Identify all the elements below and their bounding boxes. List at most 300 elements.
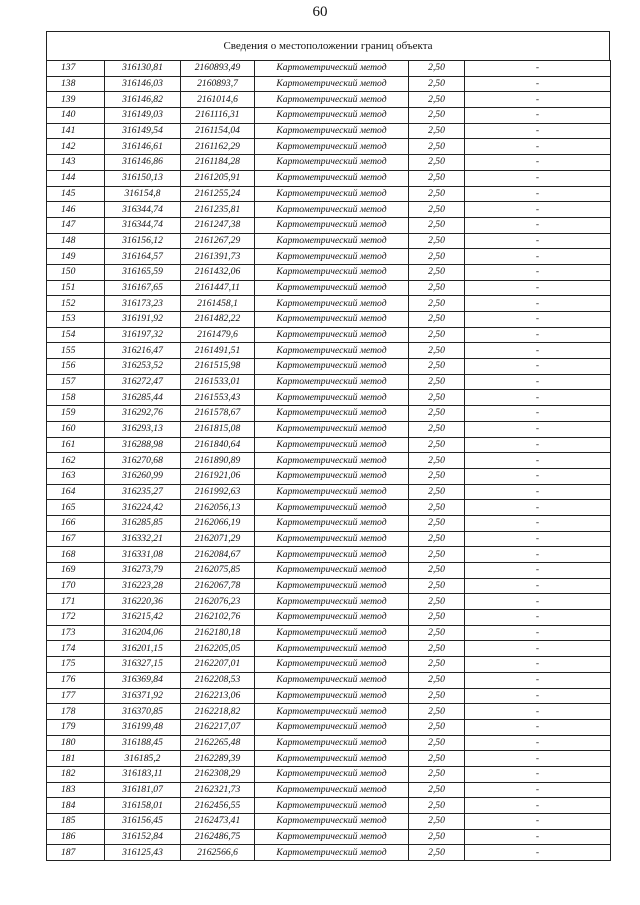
y-coordinate-cell: 2162308,29: [181, 766, 255, 782]
note-cell: -: [465, 814, 611, 830]
point-number-cell: 158: [47, 390, 105, 406]
table-row: [47, 735, 611, 751]
x-coordinate-cell: 316272,47: [105, 374, 181, 390]
x-coordinate-cell: 316235,27: [105, 484, 181, 500]
x-coordinate-cell: 316260,99: [105, 468, 181, 484]
x-coordinate-cell: 316146,61: [105, 139, 181, 155]
x-coordinate-cell: 316146,03: [105, 76, 181, 92]
accuracy-cell: 2,50: [409, 688, 465, 704]
point-number-cell: 147: [47, 217, 105, 233]
accuracy-cell: 2,50: [409, 719, 465, 735]
method-cell: Картометрический метод: [255, 578, 409, 594]
point-number-cell: 172: [47, 610, 105, 626]
method-cell: Картометрический метод: [255, 829, 409, 845]
method-cell: Картометрический метод: [255, 453, 409, 469]
point-number-cell: 187: [47, 845, 105, 861]
x-coordinate-cell: 316285,85: [105, 515, 181, 531]
accuracy-cell: 2,50: [409, 390, 465, 406]
x-coordinate-cell: 316216,47: [105, 343, 181, 359]
point-number-cell: 162: [47, 453, 105, 469]
table-row: [47, 704, 611, 720]
method-cell: Картометрический метод: [255, 437, 409, 453]
point-number-cell: 181: [47, 751, 105, 767]
method-cell: Картометрический метод: [255, 359, 409, 375]
point-number-cell: 173: [47, 625, 105, 641]
accuracy-cell: 2,50: [409, 123, 465, 139]
table-row: [47, 578, 611, 594]
point-number-cell: 179: [47, 719, 105, 735]
table-row: [47, 139, 611, 155]
method-cell: Картометрический метод: [255, 766, 409, 782]
table-row: [47, 563, 611, 579]
table-row: [47, 312, 611, 328]
note-cell: -: [465, 641, 611, 657]
note-cell: -: [465, 798, 611, 814]
accuracy-cell: 2,50: [409, 108, 465, 124]
accuracy-cell: 2,50: [409, 547, 465, 563]
note-cell: -: [465, 202, 611, 218]
method-cell: Картометрический метод: [255, 500, 409, 516]
table-title: Сведения о местоположении границ объекта: [46, 31, 610, 60]
y-coordinate-cell: 2161184,28: [181, 155, 255, 171]
point-number-cell: 176: [47, 672, 105, 688]
y-coordinate-cell: 2162213,06: [181, 688, 255, 704]
accuracy-cell: 2,50: [409, 359, 465, 375]
x-coordinate-cell: 316293,13: [105, 421, 181, 437]
table-row: [47, 484, 611, 500]
note-cell: -: [465, 782, 611, 798]
note-cell: -: [465, 563, 611, 579]
note-cell: -: [465, 531, 611, 547]
note-cell: -: [465, 406, 611, 422]
accuracy-cell: 2,50: [409, 672, 465, 688]
table-row: [47, 766, 611, 782]
method-cell: Картометрический метод: [255, 515, 409, 531]
method-cell: Картометрический метод: [255, 814, 409, 830]
y-coordinate-cell: 2162076,23: [181, 594, 255, 610]
y-coordinate-cell: 2161482,22: [181, 312, 255, 328]
note-cell: -: [465, 186, 611, 202]
method-cell: Картометрический метод: [255, 233, 409, 249]
point-number-cell: 186: [47, 829, 105, 845]
point-number-cell: 153: [47, 312, 105, 328]
note-cell: -: [465, 233, 611, 249]
accuracy-cell: 2,50: [409, 406, 465, 422]
boundary-table-sheet: [46, 31, 610, 861]
note-cell: -: [465, 719, 611, 735]
accuracy-cell: 2,50: [409, 845, 465, 861]
point-number-cell: 154: [47, 327, 105, 343]
point-number-cell: 171: [47, 594, 105, 610]
method-cell: Картометрический метод: [255, 217, 409, 233]
method-cell: Картометрический метод: [255, 374, 409, 390]
table-row: [47, 249, 611, 265]
note-cell: -: [465, 327, 611, 343]
note-cell: -: [465, 688, 611, 704]
accuracy-cell: 2,50: [409, 453, 465, 469]
x-coordinate-cell: 316327,15: [105, 657, 181, 673]
point-number-cell: 160: [47, 421, 105, 437]
y-coordinate-cell: 2162456,55: [181, 798, 255, 814]
point-number-cell: 161: [47, 437, 105, 453]
table-row: [47, 500, 611, 516]
y-coordinate-cell: 2161553,43: [181, 390, 255, 406]
y-coordinate-cell: 2162486,75: [181, 829, 255, 845]
note-cell: -: [465, 594, 611, 610]
y-coordinate-cell: 2161890,89: [181, 453, 255, 469]
table-row: [47, 531, 611, 547]
note-cell: -: [465, 61, 611, 77]
method-cell: Картометрический метод: [255, 641, 409, 657]
note-cell: -: [465, 484, 611, 500]
accuracy-cell: 2,50: [409, 594, 465, 610]
y-coordinate-cell: 2161205,91: [181, 170, 255, 186]
y-coordinate-cell: 2162075,85: [181, 563, 255, 579]
table-row: [47, 202, 611, 218]
x-coordinate-cell: 316191,92: [105, 312, 181, 328]
x-coordinate-cell: 316288,98: [105, 437, 181, 453]
x-coordinate-cell: 316331,08: [105, 547, 181, 563]
method-cell: Картометрический метод: [255, 170, 409, 186]
y-coordinate-cell: 2162321,73: [181, 782, 255, 798]
y-coordinate-cell: 2160893,7: [181, 76, 255, 92]
x-coordinate-cell: 316146,86: [105, 155, 181, 171]
table-row: [47, 123, 611, 139]
table-row: [47, 155, 611, 171]
accuracy-cell: 2,50: [409, 61, 465, 77]
x-coordinate-cell: 316199,48: [105, 719, 181, 735]
note-cell: -: [465, 374, 611, 390]
point-number-cell: 180: [47, 735, 105, 751]
method-cell: Картометрический метод: [255, 735, 409, 751]
note-cell: -: [465, 155, 611, 171]
x-coordinate-cell: 316285,44: [105, 390, 181, 406]
note-cell: -: [465, 829, 611, 845]
point-number-cell: 144: [47, 170, 105, 186]
point-number-cell: 143: [47, 155, 105, 171]
y-coordinate-cell: 2161255,24: [181, 186, 255, 202]
method-cell: Картометрический метод: [255, 672, 409, 688]
point-number-cell: 151: [47, 280, 105, 296]
accuracy-cell: 2,50: [409, 704, 465, 720]
method-cell: Картометрический метод: [255, 484, 409, 500]
note-cell: -: [465, 625, 611, 641]
method-cell: Картометрический метод: [255, 139, 409, 155]
x-coordinate-cell: 316201,15: [105, 641, 181, 657]
x-coordinate-cell: 316344,74: [105, 202, 181, 218]
y-coordinate-cell: 2162084,67: [181, 547, 255, 563]
accuracy-cell: 2,50: [409, 312, 465, 328]
coordinates-table-body: [47, 61, 611, 861]
x-coordinate-cell: 316220,36: [105, 594, 181, 610]
method-cell: Картометрический метод: [255, 249, 409, 265]
accuracy-cell: 2,50: [409, 280, 465, 296]
note-cell: -: [465, 390, 611, 406]
y-coordinate-cell: 2161815,08: [181, 421, 255, 437]
accuracy-cell: 2,50: [409, 500, 465, 516]
point-number-cell: 156: [47, 359, 105, 375]
method-cell: Картометрический метод: [255, 76, 409, 92]
point-number-cell: 137: [47, 61, 105, 77]
table-row: [47, 186, 611, 202]
method-cell: Картометрический метод: [255, 186, 409, 202]
table-row: [47, 327, 611, 343]
y-coordinate-cell: 2161515,98: [181, 359, 255, 375]
point-number-cell: 157: [47, 374, 105, 390]
point-number-cell: 149: [47, 249, 105, 265]
point-number-cell: 178: [47, 704, 105, 720]
x-coordinate-cell: 316204,06: [105, 625, 181, 641]
accuracy-cell: 2,50: [409, 343, 465, 359]
x-coordinate-cell: 316253,52: [105, 359, 181, 375]
point-number-cell: 152: [47, 296, 105, 312]
page-number: 60: [312, 4, 328, 20]
y-coordinate-cell: 2162207,01: [181, 657, 255, 673]
accuracy-cell: 2,50: [409, 327, 465, 343]
accuracy-cell: 2,50: [409, 249, 465, 265]
x-coordinate-cell: 316370,85: [105, 704, 181, 720]
x-coordinate-cell: 316154,8: [105, 186, 181, 202]
x-coordinate-cell: 316197,32: [105, 327, 181, 343]
method-cell: Картометрический метод: [255, 312, 409, 328]
y-coordinate-cell: 2161014,6: [181, 92, 255, 108]
table-row: [47, 421, 611, 437]
point-number-cell: 141: [47, 123, 105, 139]
note-cell: -: [465, 672, 611, 688]
table-row: [47, 296, 611, 312]
point-number-cell: 174: [47, 641, 105, 657]
accuracy-cell: 2,50: [409, 782, 465, 798]
y-coordinate-cell: 2162566,6: [181, 845, 255, 861]
note-cell: -: [465, 515, 611, 531]
y-coordinate-cell: 2161992,63: [181, 484, 255, 500]
x-coordinate-cell: 316149,54: [105, 123, 181, 139]
accuracy-cell: 2,50: [409, 798, 465, 814]
table-row: [47, 468, 611, 484]
x-coordinate-cell: 316292,76: [105, 406, 181, 422]
note-cell: -: [465, 123, 611, 139]
accuracy-cell: 2,50: [409, 76, 465, 92]
point-number-cell: 183: [47, 782, 105, 798]
note-cell: -: [465, 359, 611, 375]
method-cell: Картометрический метод: [255, 782, 409, 798]
accuracy-cell: 2,50: [409, 202, 465, 218]
point-number-cell: 169: [47, 563, 105, 579]
y-coordinate-cell: 2161533,01: [181, 374, 255, 390]
x-coordinate-cell: 316371,92: [105, 688, 181, 704]
note-cell: -: [465, 437, 611, 453]
note-cell: -: [465, 500, 611, 516]
x-coordinate-cell: 316158,01: [105, 798, 181, 814]
accuracy-cell: 2,50: [409, 217, 465, 233]
y-coordinate-cell: 2161447,11: [181, 280, 255, 296]
table-row: [47, 845, 611, 861]
y-coordinate-cell: 2161458,1: [181, 296, 255, 312]
point-number-cell: 155: [47, 343, 105, 359]
y-coordinate-cell: 2161235,81: [181, 202, 255, 218]
method-cell: Картометрический метод: [255, 108, 409, 124]
y-coordinate-cell: 2162289,39: [181, 751, 255, 767]
y-coordinate-cell: 2162218,82: [181, 704, 255, 720]
point-number-cell: 138: [47, 76, 105, 92]
note-cell: -: [465, 312, 611, 328]
method-cell: Картометрический метод: [255, 327, 409, 343]
x-coordinate-cell: 316273,79: [105, 563, 181, 579]
table-row: [47, 359, 611, 375]
table-row: [47, 453, 611, 469]
method-cell: Картометрический метод: [255, 296, 409, 312]
method-cell: Картометрический метод: [255, 547, 409, 563]
note-cell: -: [465, 139, 611, 155]
x-coordinate-cell: 316152,84: [105, 829, 181, 845]
y-coordinate-cell: 2162208,53: [181, 672, 255, 688]
x-coordinate-cell: 316149,03: [105, 108, 181, 124]
method-cell: Картометрический метод: [255, 688, 409, 704]
note-cell: -: [465, 468, 611, 484]
x-coordinate-cell: 316125,43: [105, 845, 181, 861]
y-coordinate-cell: 2161578,67: [181, 406, 255, 422]
note-cell: -: [465, 751, 611, 767]
y-coordinate-cell: 2162071,29: [181, 531, 255, 547]
accuracy-cell: 2,50: [409, 751, 465, 767]
note-cell: -: [465, 76, 611, 92]
table-row: [47, 217, 611, 233]
y-coordinate-cell: 2161162,29: [181, 139, 255, 155]
accuracy-cell: 2,50: [409, 531, 465, 547]
accuracy-cell: 2,50: [409, 484, 465, 500]
x-coordinate-cell: 316185,2: [105, 751, 181, 767]
point-number-cell: 185: [47, 814, 105, 830]
x-coordinate-cell: 316332,21: [105, 531, 181, 547]
y-coordinate-cell: 2162067,78: [181, 578, 255, 594]
table-row: [47, 657, 611, 673]
y-coordinate-cell: 2161921,06: [181, 468, 255, 484]
table-row: [47, 264, 611, 280]
y-coordinate-cell: 2161432,06: [181, 264, 255, 280]
point-number-cell: 166: [47, 515, 105, 531]
method-cell: Картометрический метод: [255, 610, 409, 626]
note-cell: -: [465, 249, 611, 265]
y-coordinate-cell: 2161247,38: [181, 217, 255, 233]
note-cell: -: [465, 845, 611, 861]
method-cell: Картометрический метод: [255, 421, 409, 437]
x-coordinate-cell: 316369,84: [105, 672, 181, 688]
accuracy-cell: 2,50: [409, 296, 465, 312]
accuracy-cell: 2,50: [409, 814, 465, 830]
table-row: [47, 92, 611, 108]
point-number-cell: 177: [47, 688, 105, 704]
table-row: [47, 751, 611, 767]
x-coordinate-cell: 316270,68: [105, 453, 181, 469]
x-coordinate-cell: 316165,59: [105, 264, 181, 280]
note-cell: -: [465, 108, 611, 124]
method-cell: Картометрический метод: [255, 280, 409, 296]
accuracy-cell: 2,50: [409, 170, 465, 186]
accuracy-cell: 2,50: [409, 735, 465, 751]
point-number-cell: 150: [47, 264, 105, 280]
accuracy-cell: 2,50: [409, 92, 465, 108]
method-cell: Картометрический метод: [255, 719, 409, 735]
note-cell: -: [465, 264, 611, 280]
accuracy-cell: 2,50: [409, 766, 465, 782]
table-row: [47, 374, 611, 390]
accuracy-cell: 2,50: [409, 139, 465, 155]
method-cell: Картометрический метод: [255, 845, 409, 861]
x-coordinate-cell: 316164,57: [105, 249, 181, 265]
table-row: [47, 233, 611, 249]
method-cell: Картометрический метод: [255, 798, 409, 814]
accuracy-cell: 2,50: [409, 515, 465, 531]
table-row: [47, 829, 611, 845]
table-row: [47, 625, 611, 641]
x-coordinate-cell: 316344,74: [105, 217, 181, 233]
accuracy-cell: 2,50: [409, 264, 465, 280]
point-number-cell: 139: [47, 92, 105, 108]
method-cell: Картометрический метод: [255, 343, 409, 359]
method-cell: Картометрический метод: [255, 92, 409, 108]
accuracy-cell: 2,50: [409, 625, 465, 641]
x-coordinate-cell: 316130,81: [105, 61, 181, 77]
method-cell: Картометрический метод: [255, 468, 409, 484]
y-coordinate-cell: 2162056,13: [181, 500, 255, 516]
method-cell: Картометрический метод: [255, 531, 409, 547]
note-cell: -: [465, 735, 611, 751]
y-coordinate-cell: 2162205,05: [181, 641, 255, 657]
table-row: [47, 798, 611, 814]
accuracy-cell: 2,50: [409, 641, 465, 657]
point-number-cell: 182: [47, 766, 105, 782]
method-cell: Картометрический метод: [255, 155, 409, 171]
accuracy-cell: 2,50: [409, 421, 465, 437]
table-row: [47, 672, 611, 688]
method-cell: Картометрический метод: [255, 704, 409, 720]
accuracy-cell: 2,50: [409, 233, 465, 249]
note-cell: -: [465, 170, 611, 186]
x-coordinate-cell: 316156,12: [105, 233, 181, 249]
x-coordinate-cell: 316173,23: [105, 296, 181, 312]
note-cell: -: [465, 657, 611, 673]
y-coordinate-cell: 2161116,31: [181, 108, 255, 124]
point-number-cell: 146: [47, 202, 105, 218]
accuracy-cell: 2,50: [409, 610, 465, 626]
method-cell: Картометрический метод: [255, 625, 409, 641]
note-cell: -: [465, 766, 611, 782]
x-coordinate-cell: 316167,65: [105, 280, 181, 296]
coordinates-table: [46, 60, 611, 861]
note-cell: -: [465, 217, 611, 233]
table-row: [47, 437, 611, 453]
table-row: [47, 688, 611, 704]
accuracy-cell: 2,50: [409, 186, 465, 202]
accuracy-cell: 2,50: [409, 374, 465, 390]
table-row: [47, 782, 611, 798]
y-coordinate-cell: 2162180,18: [181, 625, 255, 641]
y-coordinate-cell: 2160893,49: [181, 61, 255, 77]
y-coordinate-cell: 2162102,76: [181, 610, 255, 626]
y-coordinate-cell: 2162473,41: [181, 814, 255, 830]
method-cell: Картометрический метод: [255, 61, 409, 77]
method-cell: Картометрический метод: [255, 123, 409, 139]
note-cell: -: [465, 296, 611, 312]
point-number-cell: 142: [47, 139, 105, 155]
point-number-cell: 167: [47, 531, 105, 547]
table-row: [47, 108, 611, 124]
point-number-cell: 145: [47, 186, 105, 202]
point-number-cell: 184: [47, 798, 105, 814]
y-coordinate-cell: 2161491,51: [181, 343, 255, 359]
y-coordinate-cell: 2161840,64: [181, 437, 255, 453]
point-number-cell: 159: [47, 406, 105, 422]
